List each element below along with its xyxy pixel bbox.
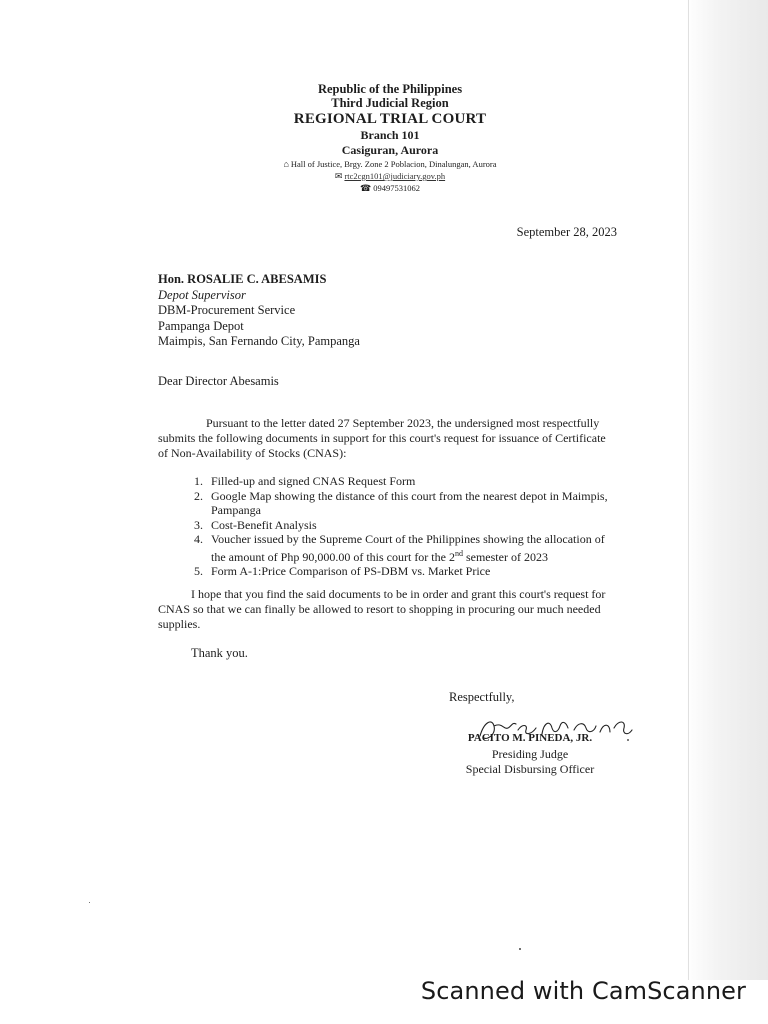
- recipient-block: [158, 272, 360, 350]
- list-item-number: 5.: [194, 564, 203, 578]
- list-item-text: Form A-1:Price Comparison of PS-DBM vs. Market Price: [211, 564, 491, 578]
- letterhead: [200, 82, 580, 194]
- recipient-name: Hon. ROSALIE C. ABESAMIS: [158, 272, 327, 286]
- letterhead-branch: Branch 101: [360, 128, 420, 142]
- phone-icon: ☎: [360, 183, 372, 193]
- letterhead-address: Hall of Justice, Brgy. Zone 2 Poblacion, Dinalungan, Aurora: [290, 159, 497, 169]
- body-paragraph-1-text: Pursuant to the letter dated 27 September 2023, the undersigned most respectfully submits the following documents in support for this court's request for issuance of Certificate of Non-Availability of Stocks (CNAS):: [158, 416, 606, 460]
- scan-speck: [89, 902, 90, 903]
- letterhead-email-line: [200, 170, 580, 182]
- scan-page-edge: [688, 0, 689, 980]
- list-item: [194, 564, 617, 579]
- envelope-icon: ✉: [334, 171, 343, 181]
- list-item: [194, 474, 617, 489]
- signatory-title-sdo: Special Disbursing Officer: [465, 762, 595, 776]
- list-item-text-end: semester of 2023: [462, 549, 548, 564]
- list-item-number: 2.: [194, 488, 203, 503]
- body-paragraph-2: [158, 587, 617, 632]
- list-item: [194, 489, 617, 518]
- camscanner-watermark: Scanned with CamScanner: [420, 977, 746, 1005]
- recipient-title: Depot Supervisor: [158, 287, 246, 302]
- body-paragraph-1: [158, 416, 617, 461]
- scan-page-shadow: [686, 0, 768, 980]
- list-item-number: 1.: [194, 474, 203, 488]
- recipient-address: Maimpis, San Fernando City, Pampanga: [158, 334, 360, 348]
- closing-respectfully: Respectfully,: [449, 690, 515, 704]
- closing-thanks: Thank you.: [191, 646, 248, 660]
- list-item: [194, 518, 617, 533]
- signatory-name: PACITO M. PINEDA, JR.: [467, 732, 593, 744]
- recipient-depot: Pampanga Depot: [158, 318, 244, 333]
- scan-speck: [519, 948, 521, 950]
- letterhead-email: rtc2cgn101@judiciary.gov.ph: [344, 171, 446, 181]
- list-item-text: Cost-Benefit Analysis: [211, 517, 317, 532]
- letterhead-phone: 09497531062: [373, 183, 420, 193]
- signatory-title-judge: Presiding Judge: [491, 747, 569, 761]
- salutation: Dear Director Abesamis: [158, 374, 279, 388]
- letterhead-region: Third Judicial Region: [331, 96, 449, 110]
- list-item-number: 3.: [194, 517, 203, 532]
- building-icon: ⌂: [283, 159, 289, 169]
- list-item-text: Google Map showing the distance of this court from the nearest depot in Maimpis, Pampanga: [211, 488, 608, 517]
- letterhead-address-line: [200, 158, 580, 170]
- list-item-text: Voucher issued by the Supreme Court of the Philippines showing the allocation of the amount of Php 90,000.00 of this court for the 2: [211, 532, 605, 564]
- letter-date: September 28, 2023: [516, 225, 617, 239]
- letterhead-location: Casiguran, Aurora: [341, 143, 439, 157]
- list-item-superscript: nd: [454, 548, 463, 558]
- letterhead-court-name: REGIONAL TRIAL COURT: [293, 111, 487, 127]
- letterhead-phone-line: [200, 182, 580, 194]
- letterhead-republic: Republic of the Philippines: [317, 82, 463, 96]
- list-item-text: Filled-up and signed CNAS Request Form: [211, 474, 416, 488]
- body-paragraph-2-text: I hope that you find the said documents to be in order and grant this court's request for CNAS so that we can finally be allowed to resort to shopping in procuring our much needed supplies.: [158, 587, 606, 631]
- list-item-number: 4.: [194, 532, 203, 546]
- list-item: [194, 532, 617, 564]
- document-list: [194, 474, 617, 579]
- recipient-office: DBM-Procurement Service: [158, 303, 296, 317]
